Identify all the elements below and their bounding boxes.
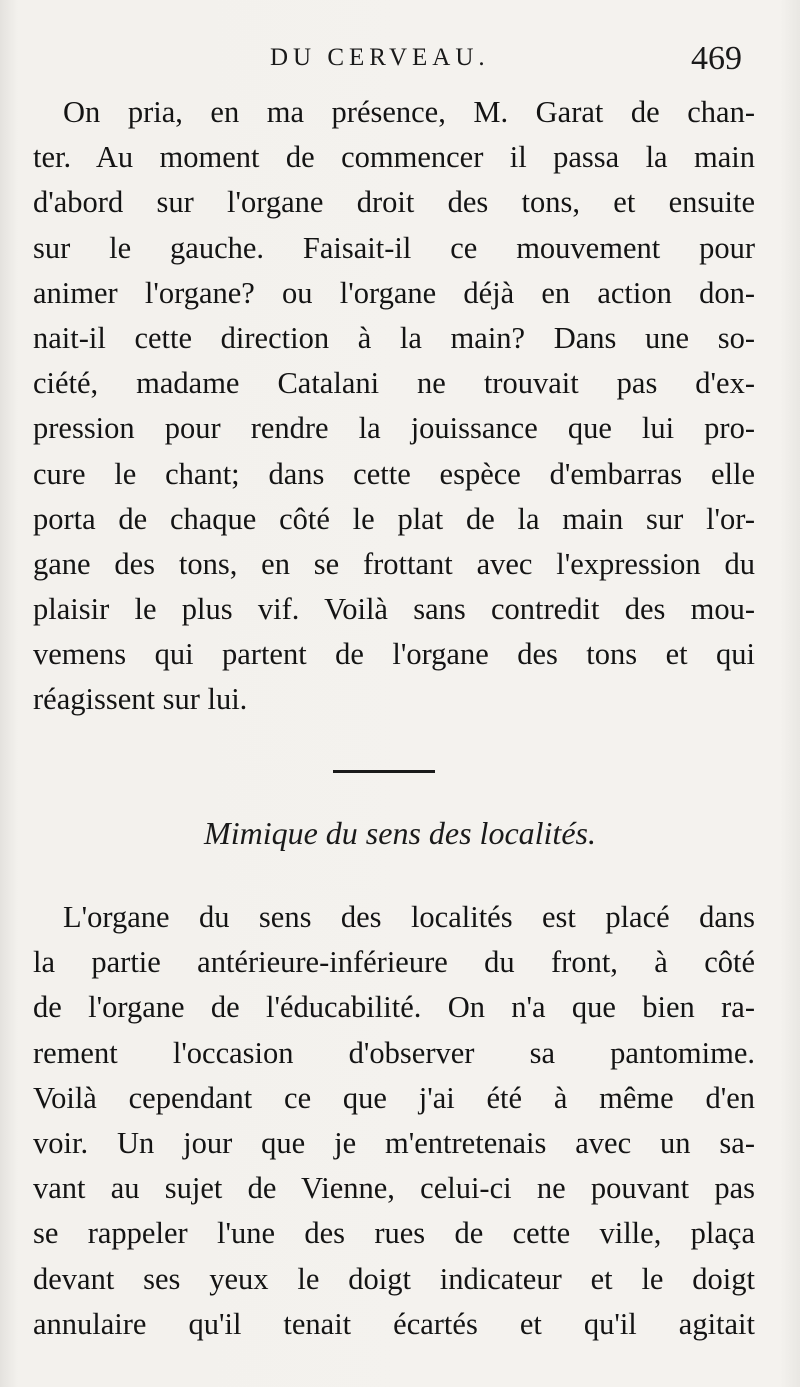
text-line: ter. Au moment de commencer il passa la main [33,140,755,175]
running-head: DU CERVEAU. [270,44,490,71]
section-title: Mimique du sens des localités. [204,815,596,851]
text-line: réagissent sur lui. [33,682,248,717]
text-line: voir. Un jour que je m'entretenais avec un sa- [33,1125,755,1160]
paragraph-sens-des-localites [33,895,755,1347]
text-line: vemens qui partent de l'organe des tons et qui [33,637,755,672]
page-number: 469 [691,40,742,77]
text-line: gane des tons, en se frottant avec l'expression du [33,546,755,581]
text-line: rement l'occasion d'observer sa pantomime. [33,1035,755,1070]
text-line: vant au sujet de Vienne, celui-ci ne pouvant pas [33,1171,755,1206]
text-line: L'organe du sens des localités est placé dans [63,900,755,934]
text-line: pression pour rendre la jouissance que lui pro- [33,411,755,446]
text-line: de l'organe de l'éducabilité. On n'a que bien ra- [33,990,755,1025]
text-line: ciété, madame Catalani ne trouvait pas d'ex- [33,366,755,401]
text-line: porta de chaque côté le plat de la main sur l'or- [33,501,755,536]
text-line: cure le chant; dans cette espèce d'embarras elle [33,456,755,491]
text-line: Voilà cependant ce que j'ai été à même d'en [33,1080,755,1115]
text-line: nait-il cette direction à la main? Dans une so- [33,320,755,355]
text-line: d'abord sur l'organe droit des tons, et ensuite [33,185,755,220]
text-line: la partie antérieure-inférieure du front, à côté [33,945,755,980]
text-line: plaisir le plus vif. Voilà sans contredit des mou- [33,592,755,627]
text-line: sur le gauche. Faisait-il ce mouvement pour [33,230,755,265]
text-line: animer l'organe? ou l'organe déjà en action don- [33,275,755,310]
text-line: se rappeler l'une des rues de cette ville, plaça [33,1216,755,1251]
text-line: annulaire qu'il tenait écartés et qu'il agitait [33,1306,755,1341]
text-line: devant ses yeux le doigt indicateur et le doigt [33,1261,755,1296]
section-divider-rule [333,770,435,773]
paragraph-garat-catalani [33,90,755,723]
text-line: On pria, en ma présence, M. Garat de chan- [63,95,755,129]
